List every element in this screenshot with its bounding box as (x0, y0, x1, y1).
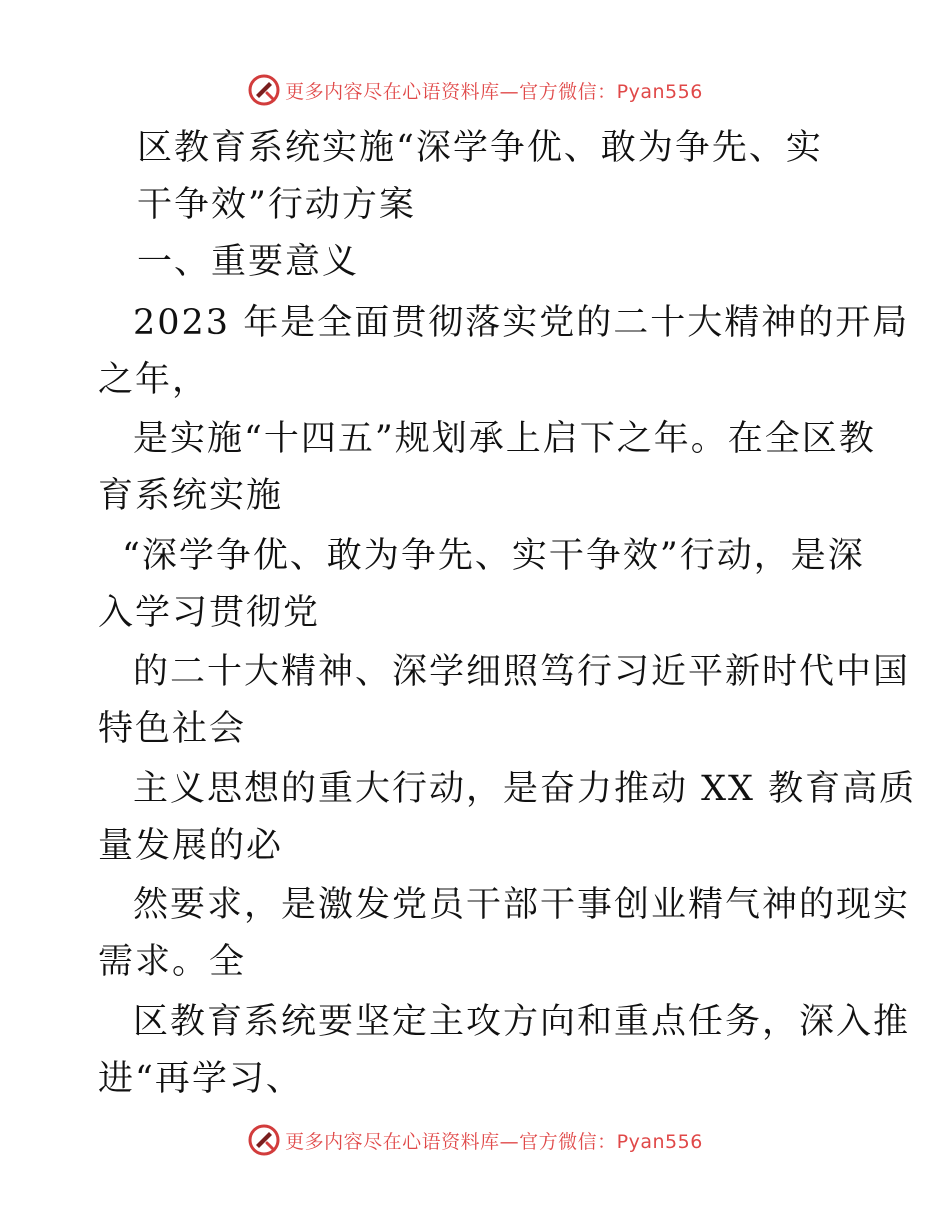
text-line: 区教育系统要坚定主攻方向和重点任务，深入推 (133, 1002, 911, 1042)
header-banner (0, 70, 950, 110)
text-line: 育系统实施 (98, 476, 284, 516)
text-line: 之年， (98, 360, 210, 400)
footer-banner (0, 1120, 950, 1160)
text-line: 2023 年是全面贯彻落实党的二十大精神的开局 (133, 303, 910, 343)
text-line: 一、重要意义 (137, 242, 360, 282)
banner-text: 更多内容尽在心语资料库—官方微信：Pyan556 (285, 1130, 703, 1153)
text-line: 特色社会 (98, 709, 247, 749)
text-line: 的二十大精神、深学细照笃行习近平新时代中国 (133, 652, 911, 692)
logo-icon (247, 73, 281, 107)
banner-text: 更多内容尽在心语资料库—官方微信：Pyan556 (285, 80, 703, 103)
text-line: 量发展的必 (98, 826, 284, 866)
text-line: 然要求，是激发党员干部干事创业精气神的现实 (133, 885, 911, 925)
text-line: 主义思想的重大行动，是奋力推动 XX 教育高质 (133, 769, 917, 809)
text-line: 区教育系统实施“深学争优、敢为争先、实 (137, 128, 823, 168)
text-line: 需求。全 (98, 942, 247, 982)
text-line: 入学习贯彻党 (98, 593, 321, 633)
text-line: 干争效”行动方案 (137, 185, 416, 225)
text-line: “深学争优、敢为争先、实干争效”行动，是深 (122, 536, 865, 576)
text-line: 进“再学习、 (98, 1059, 303, 1099)
logo-icon (247, 1123, 281, 1157)
text-line: 是实施“十四五”规划承上启下之年。在全区教 (133, 419, 876, 459)
